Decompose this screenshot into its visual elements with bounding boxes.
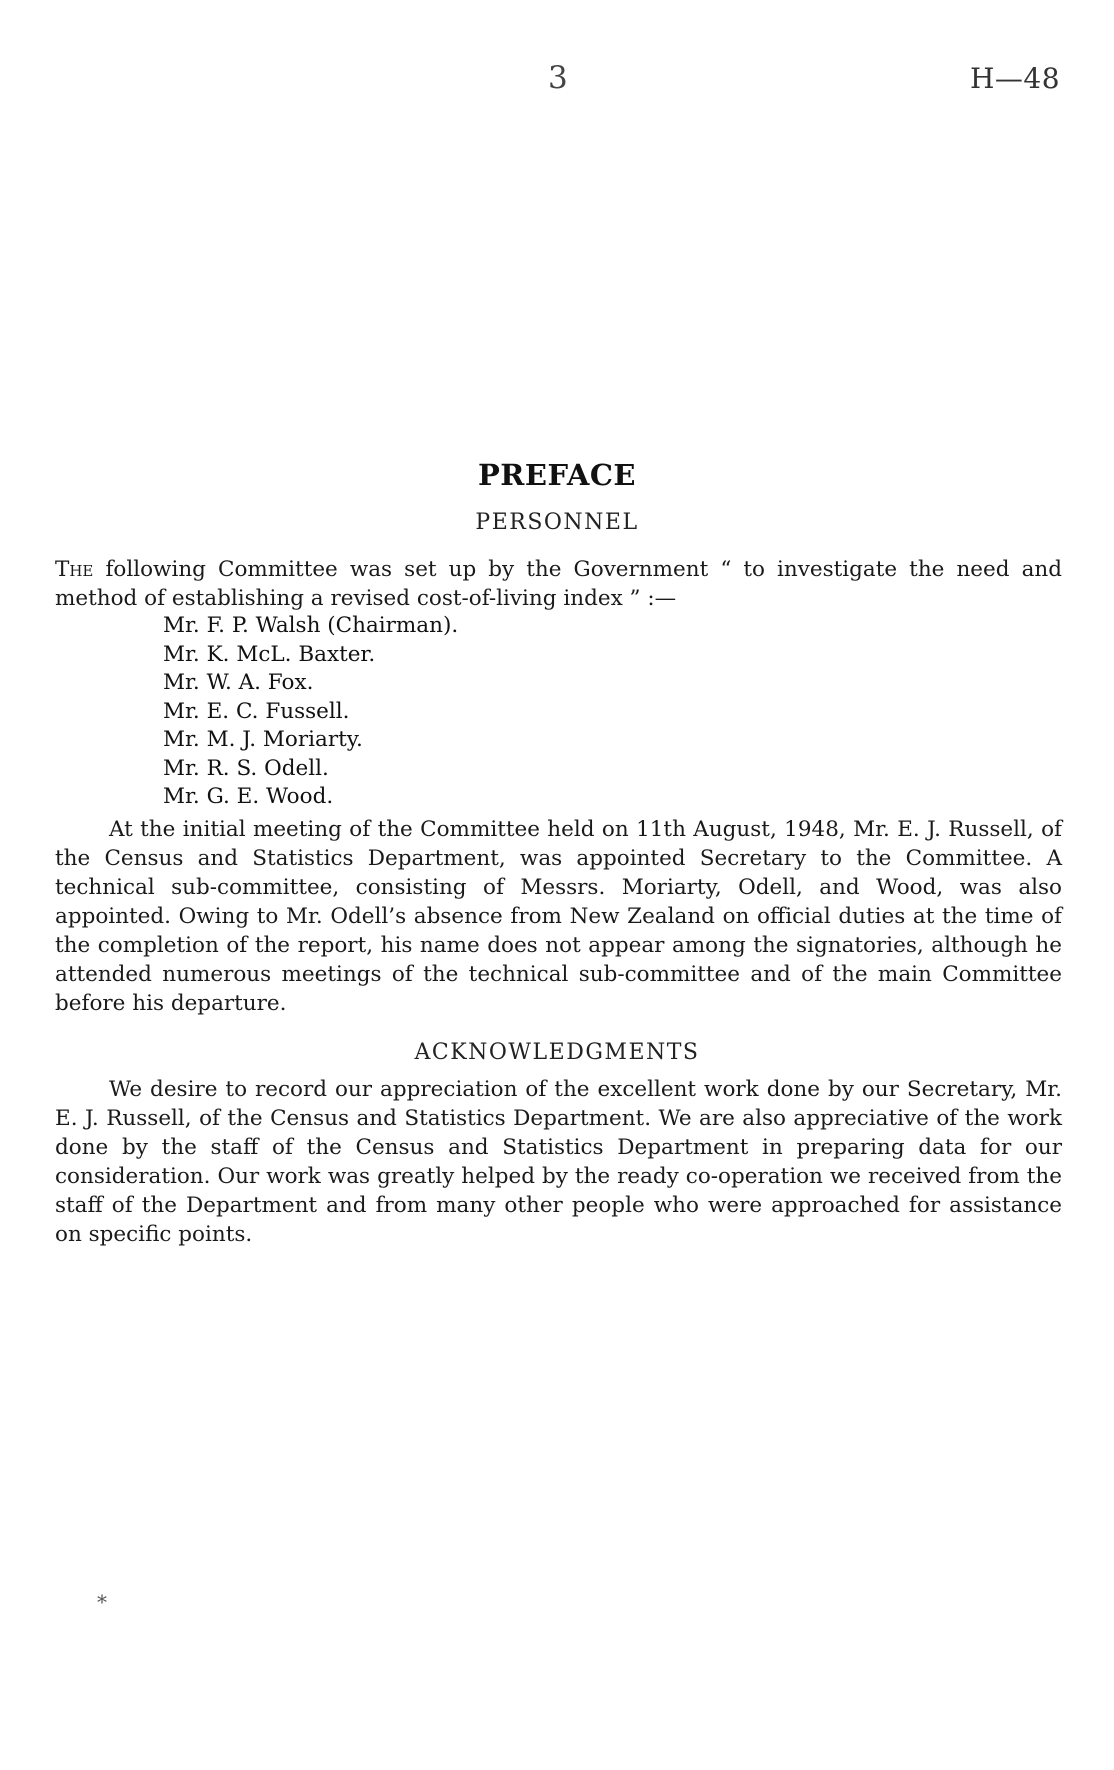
intro-lead-word: The	[55, 557, 94, 582]
acknowledgments-paragraph	[55, 1075, 1062, 1249]
committee-member-list	[163, 612, 458, 812]
preface-title: PREFACE	[477, 458, 637, 492]
page-number: 3	[548, 60, 568, 96]
committee-member: Mr. W. A. Fox.	[163, 670, 314, 695]
document-code: H—48	[970, 62, 1061, 95]
acknowledgments-text: We desire to record our appreciation of the excellent work done by our Secretary, Mr. E. J. Russell, of the Census and Statistics Department. We are also appreciative of the work done by the staff of the Census and Statistics Department in preparing data for our consideration. Our work was greatly helped by the ready co-operation we received from the staff of the Department and from many other people who were approached for assistance on specific points.	[55, 1077, 1062, 1247]
intro-text: following Committee was set up by the Government “ to investigate the need and method of establishing a revised cost-of-living index ” :—	[55, 557, 1062, 611]
personnel-intro	[55, 555, 1062, 613]
committee-member: Mr. F. P. Walsh (Chairman).	[163, 613, 459, 638]
meeting-text: At the initial meeting of the Committee held on 11th August, 1948, Mr. E. J. Russell, of the Census and Statistics Department, was appointed Secretary to the Committee. A technical sub-committee, consisting of Messrs. Moriarty, Odell, and Wood, was also appointed. Owing to Mr. Odell’s absence from New Zealand on official duties at the time of the completion of the report, his name does not appear among the signatories, although he attended numerous meetings of the technical sub-committee and of the main Committee before his departure.	[55, 817, 1062, 1016]
committee-member: Mr. M. J. Moriarty.	[163, 727, 363, 752]
committee-member: Mr. E. C. Fussell.	[163, 698, 350, 724]
footer-asterisk: *	[97, 1590, 107, 1614]
committee-member: Mr. R. S. Odell.	[163, 755, 329, 781]
acknowledgments-heading: ACKNOWLEDGMENTS	[414, 1040, 700, 1065]
personnel-heading: PERSONNEL	[475, 510, 639, 535]
meeting-paragraph	[55, 815, 1062, 1018]
committee-member: Mr. G. E. Wood.	[163, 784, 334, 809]
committee-member: Mr. K. McL. Baxter.	[163, 641, 376, 667]
